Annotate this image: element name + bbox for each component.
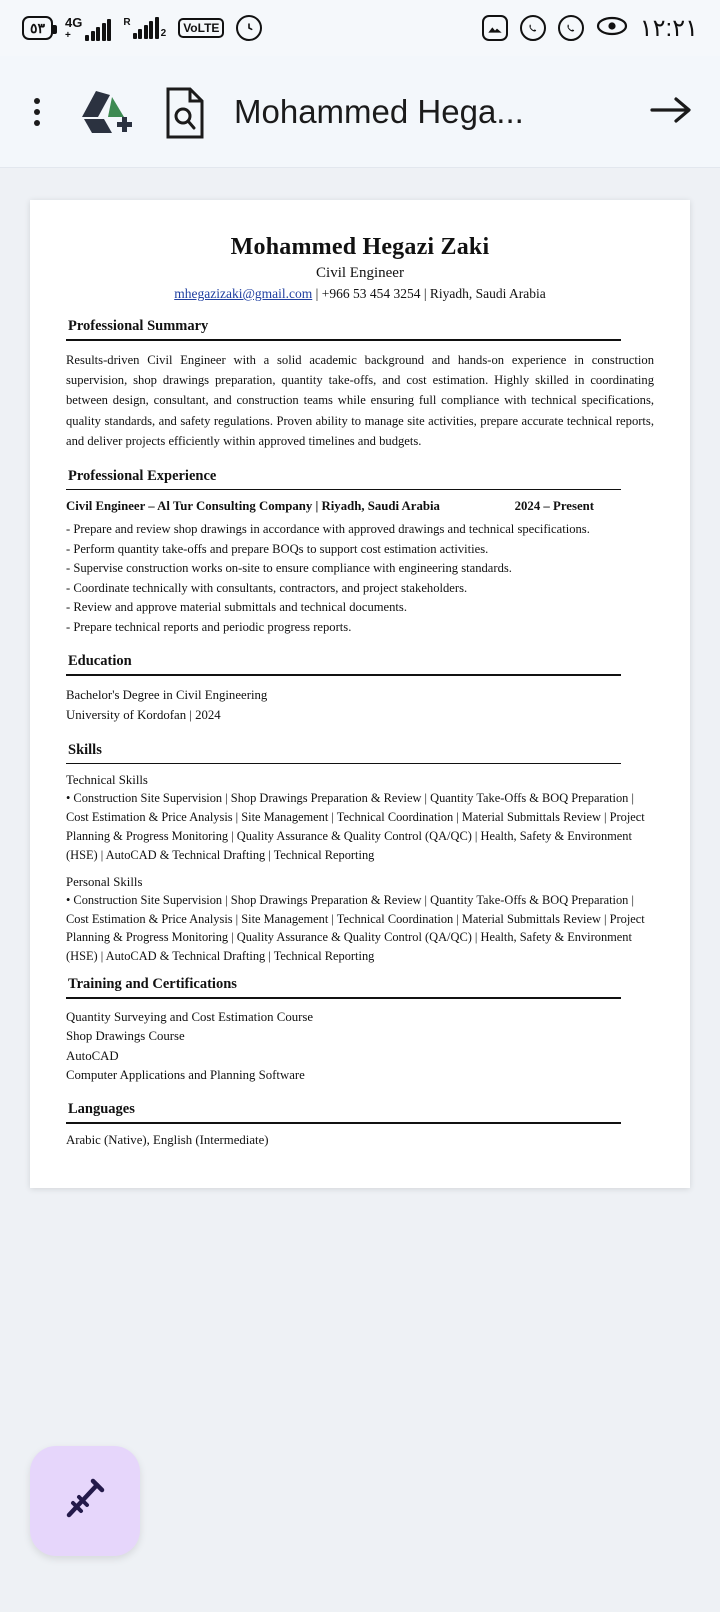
volte-icon: VoLTE (178, 18, 224, 38)
edit-fab-button[interactable] (30, 1446, 140, 1556)
roaming-label: R (123, 17, 131, 28)
google-drive-add-icon[interactable] (78, 87, 136, 137)
contact-rest: | +966 53 454 3254 | Riyadh, Saudi Arabia (312, 286, 546, 301)
email-link[interactable]: mhegazizaki@gmail.com (174, 286, 313, 301)
status-bar (0, 0, 720, 56)
section-title: Education (68, 653, 132, 670)
personal-skills-label: Personal Skills (66, 874, 143, 889)
technical-skills-label: Technical Skills (66, 773, 148, 788)
list-item: - Prepare technical reports and periodic progress reports. (66, 619, 352, 634)
personal-skills-text: • Construction Site Supervision | Shop Drawings Preparation & Review | Quantity Take-Offs & BOQ Preparation | Cost Estimation & Price Analysis | Site Management | Technical Coordination | Material Submittals Review | Project Planning & Progress Monitoring | Quality Assurance & Quality Control (QA/QC) | Health, Safety & Environment (HSE) | AutoCAD & Technical Drafting | Technical Reporting (66, 892, 645, 964)
resume-name: Mohammed Hegazi Zaki (230, 234, 490, 260)
list-item: - Coordinate technically with consultants, contractors, and project stakeholders. (66, 580, 468, 595)
job-dates: 2024 – Present (514, 499, 594, 514)
status-bar-left (22, 15, 262, 41)
kebab-menu-icon[interactable] (22, 98, 52, 126)
list-item: Bachelor's Degree in Civil Engineering (66, 687, 268, 702)
whatsapp-business-icon (558, 15, 584, 41)
section-divider (66, 763, 621, 765)
section-divider (66, 674, 621, 676)
list-item: Quantity Surveying and Cost Estimation Course (66, 1009, 314, 1024)
alarm-clock-icon (236, 15, 262, 41)
list-item: - Review and approve material submittals and technical documents. (66, 600, 407, 615)
section-title: Training and Certifications (68, 976, 237, 993)
languages-text: Arabic (Native), English (Intermediate) (66, 1133, 269, 1148)
photos-icon (482, 15, 508, 41)
network-type-label: 4G (65, 14, 83, 30)
section-languages (66, 1101, 654, 1148)
sim2-signal-icon (123, 17, 166, 39)
section-training (66, 976, 654, 1085)
list-item: - Supervise construction works on-site to ensure compliance with engineering standards. (66, 561, 512, 576)
list-item: - Perform quantity take-offs and prepare BOQs to support cost estimation activities. (66, 541, 489, 556)
page-title: Mohammed Hega... (234, 92, 524, 130)
job-header (66, 499, 654, 514)
section-divider (66, 997, 621, 999)
whatsapp-icon (520, 15, 546, 41)
list-item: - Prepare and review shop drawings in accordance with approved drawings and technical specifications. (66, 522, 590, 537)
network-plus-label: + (65, 29, 71, 41)
technical-skills-text: • Construction Site Supervision | Shop Drawings Preparation & Review | Quantity Take-Offs & BOQ Preparation | Cost Estimation & Price Analysis | Site Management | Technical Coordination | Material Submittals Review | Project Planning & Progress Monitoring | Quality Assurance & Quality Control (QA/QC) | Health, Safety & Environment (HSE) | AutoCAD & Technical Drafting | Technical Reporting (66, 791, 645, 862)
signal-bars-icon (85, 19, 111, 41)
section-title: Skills (68, 741, 102, 758)
section-professional-summary (66, 318, 654, 452)
section-divider (66, 489, 621, 491)
document-scroll-area[interactable] (0, 168, 720, 1612)
edit-pen-icon (57, 1471, 113, 1532)
eye-icon (596, 16, 628, 41)
status-clock: ١٢:٢١ (639, 14, 698, 42)
section-divider (66, 339, 621, 341)
arrow-right-icon[interactable] (650, 92, 698, 132)
resume-page (30, 200, 690, 1188)
battery-level-text: ٥٣ (30, 20, 46, 36)
resume-contact (66, 286, 654, 302)
section-education (66, 653, 654, 726)
section-title: Professional Summary (68, 318, 209, 334)
resume-role: Civil Engineer (316, 265, 404, 281)
section-title: Languages (68, 1101, 135, 1118)
section-professional-experience (66, 468, 654, 638)
sim2-index-label: 2 (160, 28, 167, 39)
status-bar-right (482, 14, 698, 43)
list-item: AutoCAD (66, 1048, 119, 1063)
app-bar (0, 56, 720, 168)
section-divider (66, 1122, 621, 1124)
section-skills (66, 742, 654, 966)
section-title: Professional Experience (68, 467, 217, 484)
signal-bars-2-icon (133, 17, 159, 39)
sim1-signal-icon (65, 16, 111, 41)
document-scan-icon[interactable] (162, 86, 208, 138)
list-item: University of Kordofan | 2024 (66, 708, 221, 723)
list-item: Shop Drawings Course (66, 1029, 185, 1044)
battery-icon (22, 16, 53, 40)
job-title: Civil Engineer – Al Tur Consulting Company | Riyadh, Saudi Arabia (66, 499, 440, 514)
list-item: Computer Applications and Planning Software (66, 1068, 305, 1083)
summary-text: Results-driven Civil Engineer with a solid academic background and hands-on experience in construction supervision, shop drawings preparation, quantity take-offs, and cost estimation. Highly skilled in coordinating between design, consultant, and construction teams while ensuring full compliance with technical specifications, quality standards, and safety regulations. Proven ability to manage site activities, prepare accurate technical reports, and deliver projects efficiently within approved timelines and budgets. (66, 352, 654, 449)
